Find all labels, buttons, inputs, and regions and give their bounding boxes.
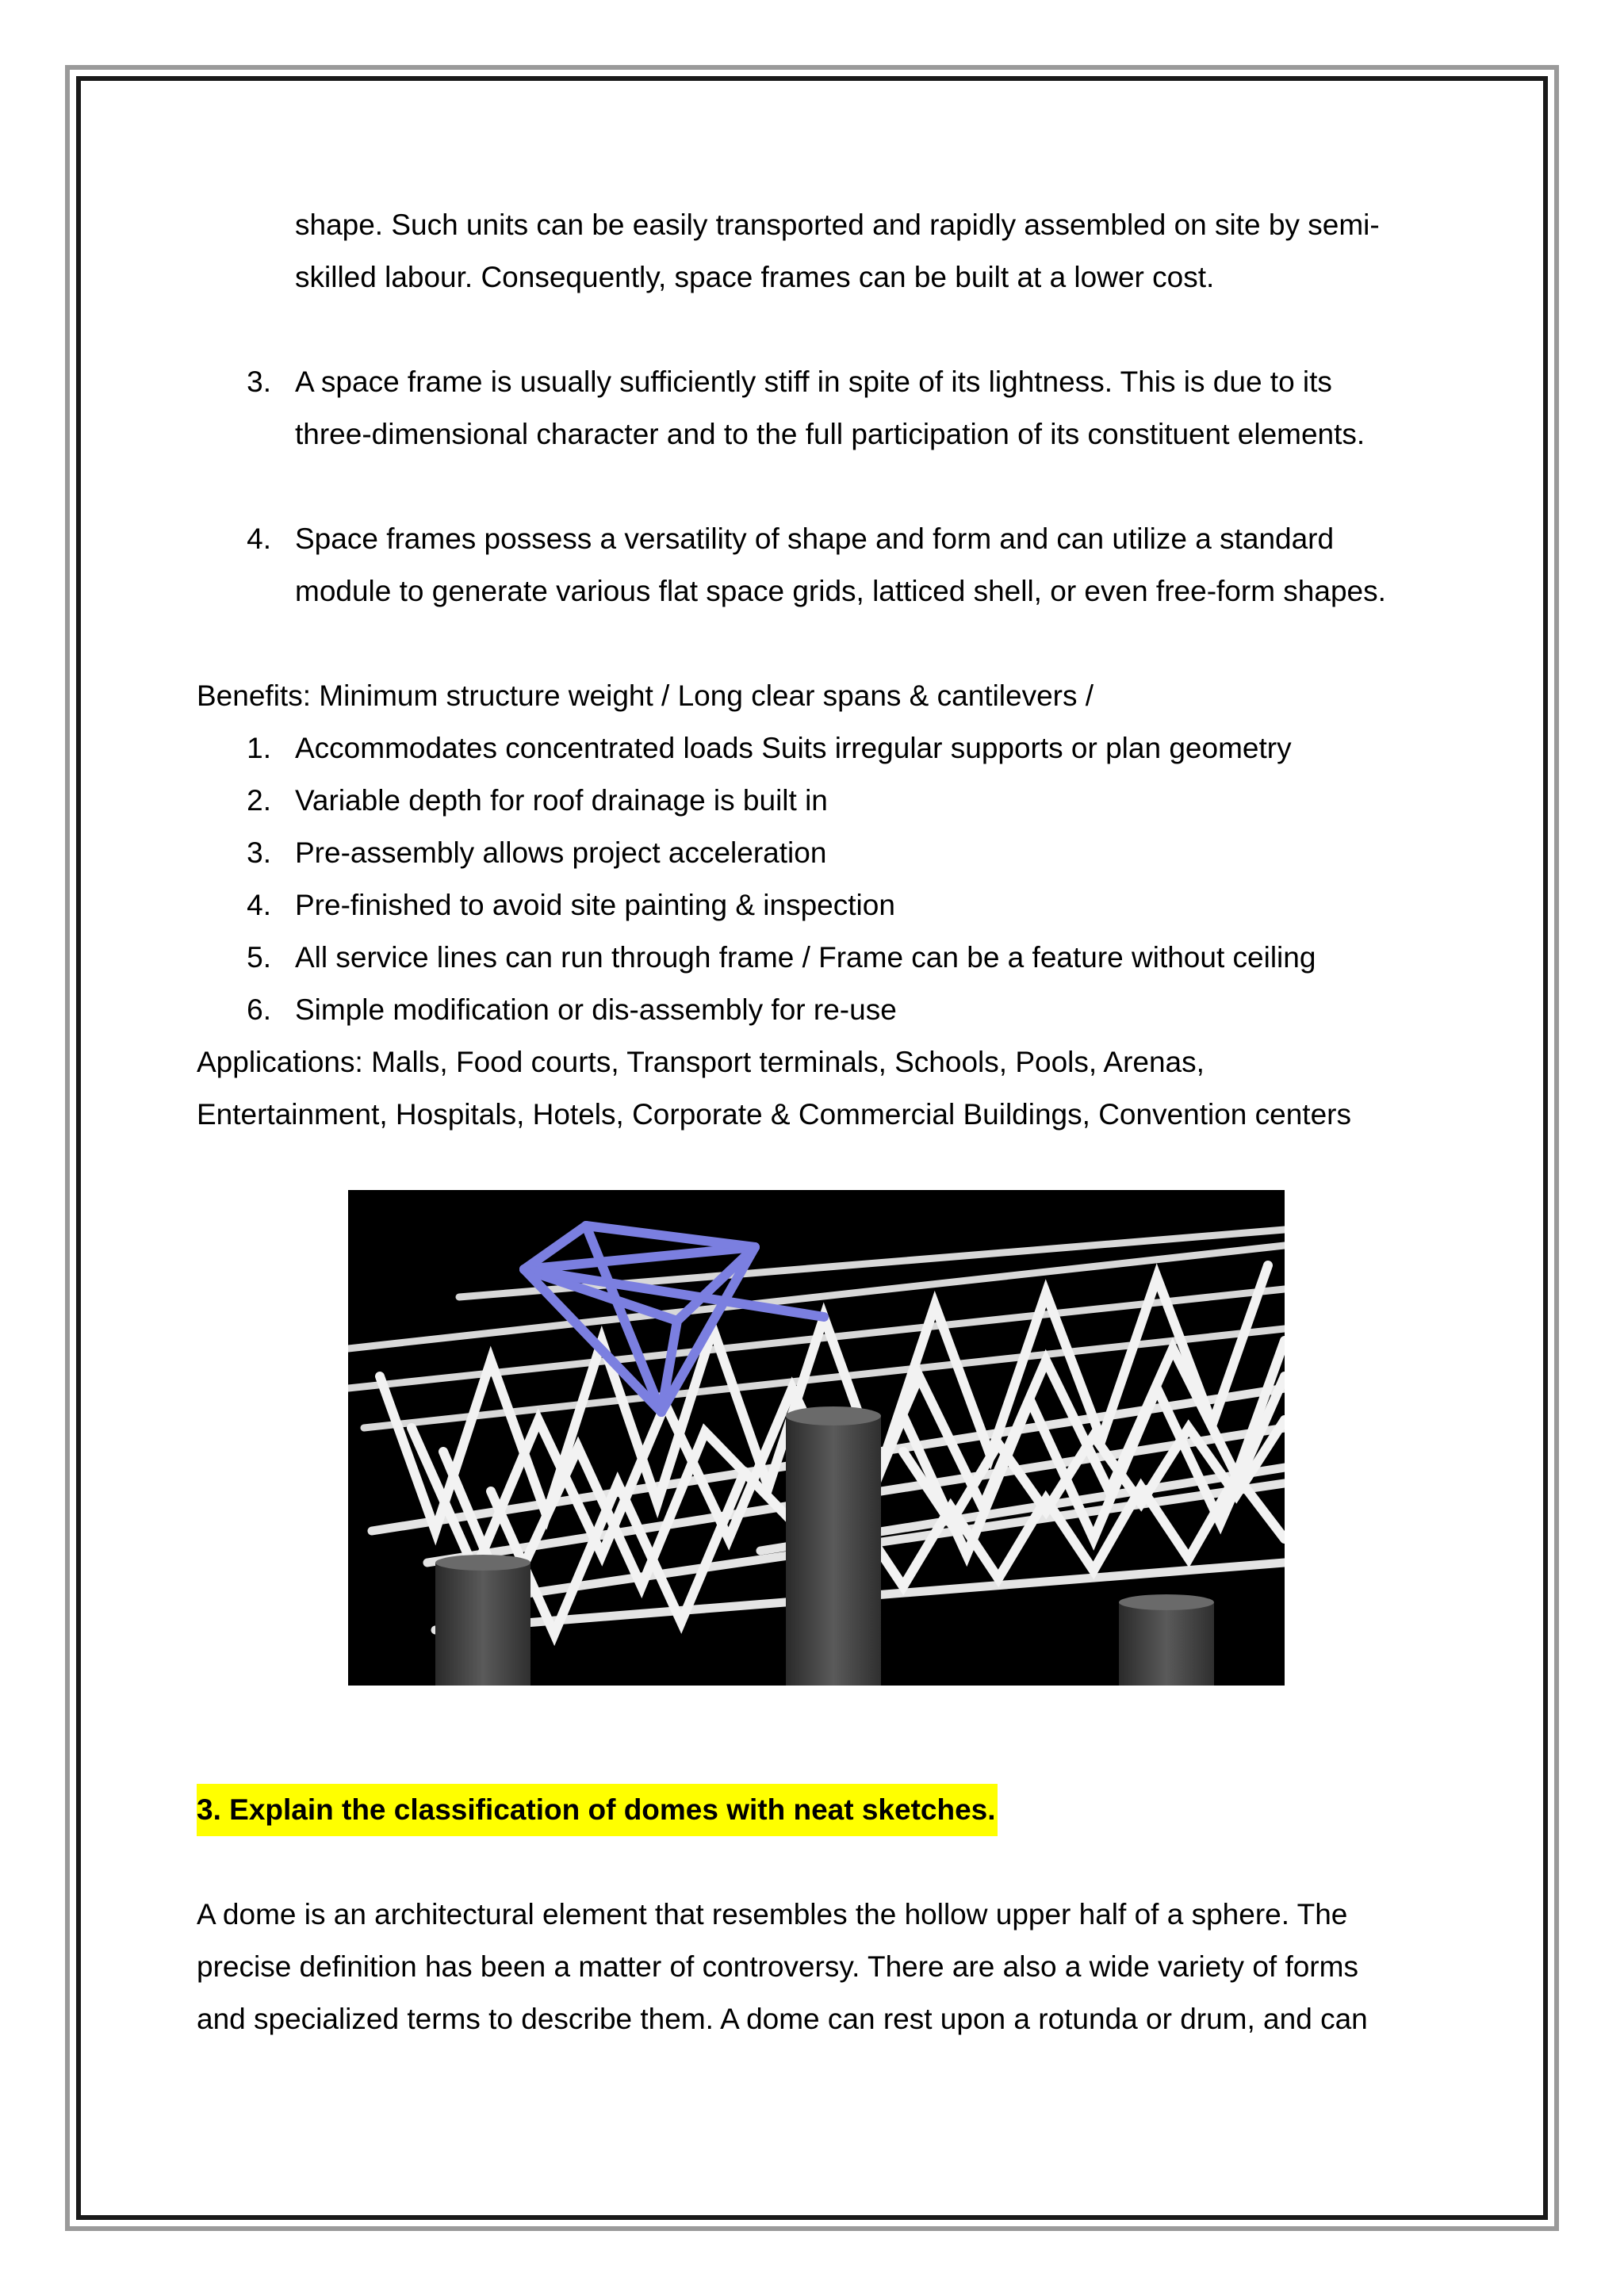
benefit-text: Pre-assembly allows project acceleration — [295, 836, 827, 869]
benefit-number: 1. — [247, 732, 271, 764]
benefit-number: 3. — [247, 836, 271, 869]
benefit-text: Pre-finished to avoid site painting & inspection — [295, 889, 895, 921]
point-4-number: 4. — [247, 522, 271, 555]
column-right — [1119, 1602, 1214, 1686]
column-right-top — [1119, 1594, 1214, 1610]
column-center — [786, 1416, 881, 1686]
point-3-line-2: three-dimensional character and to the full participation of its constituent elements. — [295, 418, 1365, 450]
space-frame-illustration — [348, 1190, 1285, 1686]
benefits-intro: Benefits: Minimum structure weight / Long clear spans & cantilevers / — [197, 679, 1094, 712]
point-4-line-1: Space frames possess a versatility of shape and form and can utilize a standard — [295, 522, 1335, 555]
question-heading: 3. Explain the classification of domes with neat sketches. — [197, 1784, 998, 1836]
benefit-number: 6. — [247, 993, 271, 1026]
applications-line-1: Applications: Malls, Food courts, Transport terminals, Schools, Pools, Arenas, — [197, 1046, 1205, 1078]
dome-paragraph-line-1: A dome is an architectural element that resembles the hollow upper half of a sphere. The — [197, 1898, 1348, 1931]
point-4-line-2: module to generate various flat space grids, latticed shell, or even free-form shapes. — [295, 575, 1386, 607]
point-3-line-1: A space frame is usually sufficiently stiff in spite of its lightness. This is due to its — [295, 365, 1332, 398]
dome-paragraph-line-3: and specialized terms to describe them. A dome can rest upon a rotunda or drum, and can — [197, 2003, 1368, 2035]
column-left — [435, 1563, 530, 1686]
dome-paragraph-line-2: precise definition has been a matter of controversy. There are also a wide variety of forms — [197, 1950, 1358, 1983]
benefit-number: 4. — [247, 889, 271, 921]
benefit-text: Simple modification or dis-assembly for re-use — [295, 993, 897, 1026]
applications-line-2: Entertainment, Hospitals, Hotels, Corporate & Commercial Buildings, Convention centers — [197, 1098, 1351, 1131]
benefit-number: 2. — [247, 784, 271, 817]
space-frame-image — [348, 1190, 1285, 1686]
continuation-line-1: shape. Such units can be easily transported and rapidly assembled on site by semi- — [295, 209, 1380, 241]
benefit-text: Variable depth for roof drainage is built in — [295, 784, 828, 817]
benefit-number: 5. — [247, 941, 271, 974]
continuation-line-2: skilled labour. Consequently, space frames can be built at a lower cost. — [295, 261, 1215, 293]
benefit-text: All service lines can run through frame / Frame can be a feature without ceiling — [295, 941, 1316, 974]
point-3-number: 3. — [247, 365, 271, 398]
benefit-text: Accommodates concentrated loads Suits irregular supports or plan geometry — [295, 732, 1292, 764]
column-center-top — [786, 1406, 881, 1425]
column-left-top — [435, 1555, 530, 1571]
